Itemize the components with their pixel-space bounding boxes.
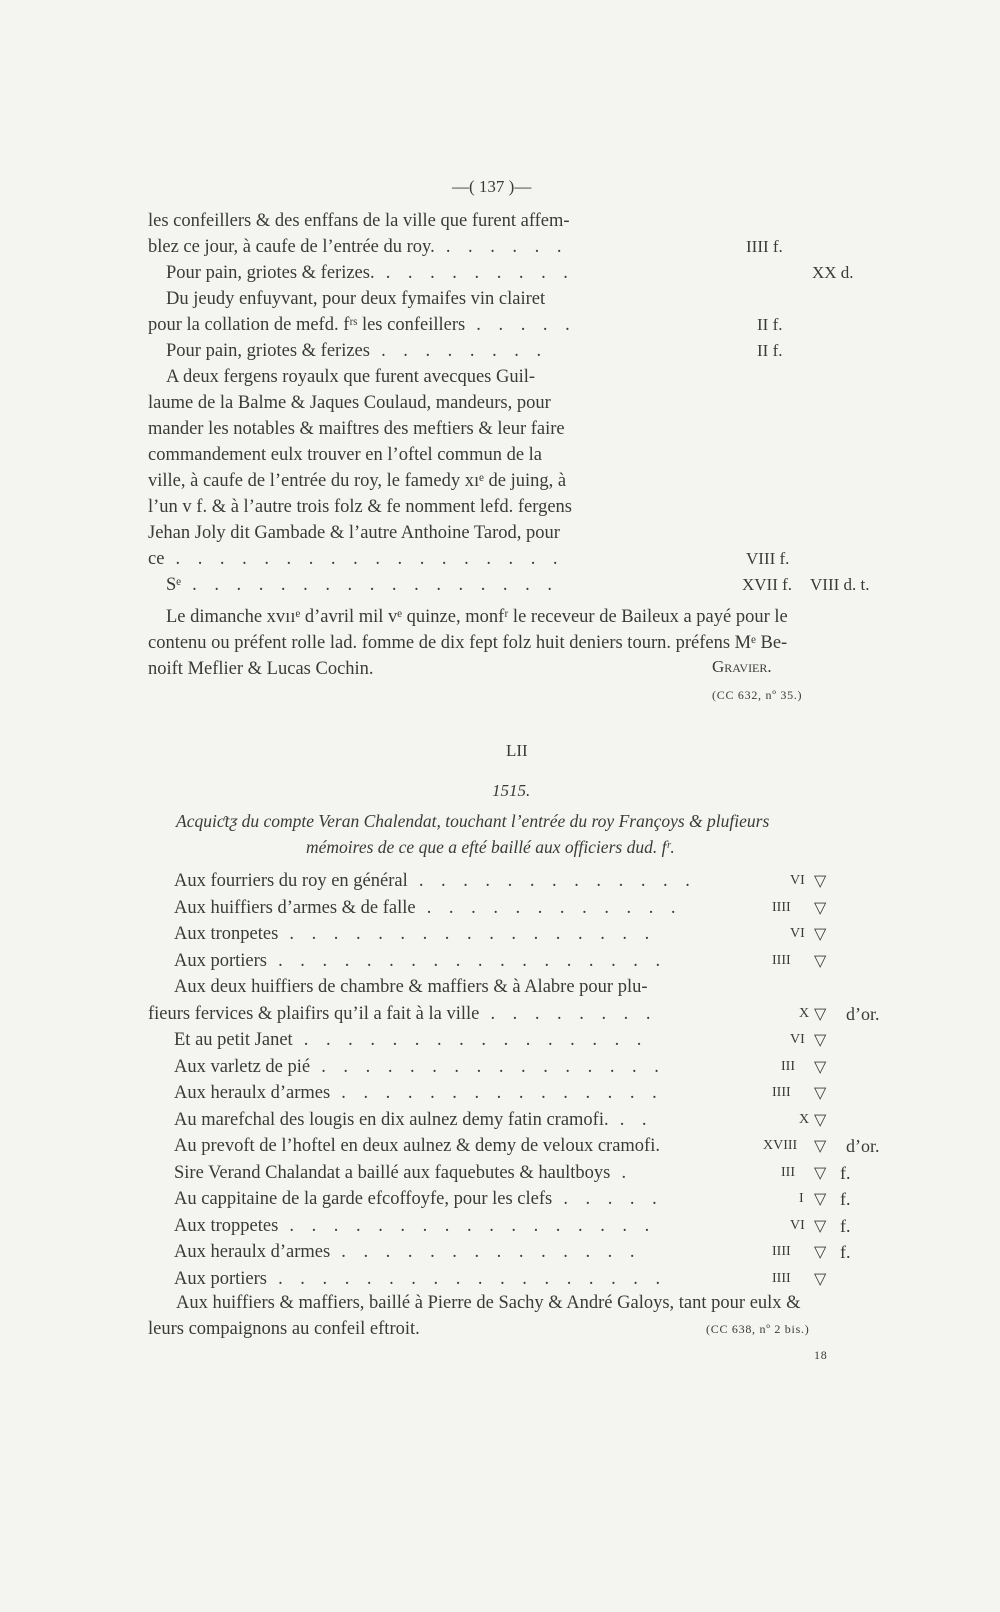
item-amount: XVIII (763, 1138, 798, 1153)
triangle-icon: ▽ (814, 924, 827, 943)
item-text (174, 1188, 663, 1210)
triangle-icon: ▽ (814, 1216, 827, 1235)
item-text (174, 1082, 663, 1104)
item-currency: f. (840, 1216, 851, 1236)
triangle-icon: ▽ (814, 951, 827, 970)
text-line: leurs compaignons au confeil eftroit. (148, 1319, 420, 1339)
triangle-icon: ▽ (814, 1083, 827, 1102)
item-text (174, 1109, 653, 1131)
leader-dots: . . . . . . . . . . . . . . . (330, 1083, 664, 1103)
receipt-line: contenu ou préfent rolle lad. fomme de dix fept folz huit deniers tourn. préfens Mᵉ Be- (148, 633, 788, 653)
item-currency: d’or. (846, 1136, 880, 1156)
archive-reference: (CC 638, nº 2 bis.) (706, 1322, 810, 1336)
item-amount: IIII (772, 1244, 791, 1259)
amount: VIII f. (746, 549, 790, 568)
triangle-icon: ▽ (814, 1004, 827, 1023)
text-line: Sᵉ . . . . . . . . . . . . . . . . . (166, 575, 559, 595)
item-label: Au cappitaine de la garde efcoffoyfe, pour les clefs (174, 1189, 553, 1209)
signature-mark: 18 (814, 1348, 828, 1362)
text-line: blez ce jour, à caufe de l’entrée du roy. . . . . . . (148, 237, 568, 257)
text-line: Pour pain, griotes & ferizes. . . . . . . . . . (166, 263, 575, 283)
item-label: Aux heraulx d’armes (174, 1242, 331, 1262)
leader-dots: . (610, 1163, 633, 1183)
leader-dots: . . . . . . . . . . . . . . . . . . (267, 951, 667, 971)
item-label: Au prevoft de l’hoftel en deux aulnez & demy de veloux cramofi. (174, 1136, 660, 1156)
text-line: Pour pain, griotes & ferizes . . . . . . . . (166, 341, 548, 361)
leader-dots: . . . . . . . . . . . . . . . . (292, 1030, 648, 1050)
item-amount: VI (790, 1218, 805, 1233)
item-text (174, 1162, 633, 1184)
item-amount: IIII (772, 953, 791, 968)
text-line: les confeillers & des enffans de la ville que furent affem- (148, 211, 570, 231)
text-line: l’un v f. & à l’autre trois folz & fe nomment lefd. fergens (148, 497, 573, 517)
item-text (174, 1056, 665, 1078)
item-text (174, 870, 696, 892)
item-label: Au marefchal des lougis en dix aulnez demy fatin cramofi. (174, 1110, 609, 1130)
text-line: commandement eulx trouver en l’oftel commun de la (148, 445, 543, 465)
leader-dots: . . . . . . . . . . . . . . . . . (278, 1216, 656, 1236)
leader-dots: . . . . . . . . . . . . . . . . (310, 1057, 666, 1077)
item-label: Aux deux huiffiers de chambre & maffiers & à Alabre pour plu- (174, 977, 648, 997)
text-line: Jehan Joly dit Gambade & l’autre Anthoine Tarod, pour (148, 523, 560, 543)
item-amount: VI (790, 1032, 805, 1047)
triangle-icon: ▽ (814, 1057, 827, 1076)
item-label: Et au petit Janet (174, 1030, 293, 1050)
leader-dots: . . . . . . . . . . . . . . . . . . (267, 1269, 667, 1289)
item-text (174, 1215, 656, 1237)
item-label: Aux portiers (174, 951, 267, 971)
leader-dots: . . . . . . . . . . . . (415, 898, 683, 918)
amount: VIII d. t. (810, 575, 870, 594)
signature: Gravier. (712, 657, 772, 676)
item-amount: X (799, 1112, 810, 1127)
item-text (174, 950, 667, 972)
leader-dots: . . . . . . . . . . . . . . (330, 1242, 641, 1262)
item-amount: VI (790, 926, 805, 941)
item-text (174, 923, 656, 945)
triangle-icon: ▽ (814, 1269, 827, 1288)
item-text (174, 1135, 660, 1157)
item-label: fieurs fervices & plaifirs qu’il a fait à la ville (148, 1004, 480, 1024)
triangle-icon: ▽ (814, 1110, 827, 1129)
text-line: pour la collation de mefd. fʳˢ les confeillers . . . . . (148, 315, 577, 335)
item-label: Aux troppetes (174, 1216, 279, 1236)
item-amount: VI (790, 873, 805, 888)
section-title: Acquiƈtƺ du compte Veran Chalendat, touchant l’entrée du roy Françoys & plufieurs (176, 811, 770, 831)
item-label: Aux varletz de pié (174, 1057, 311, 1077)
text-line: Du jeudy enfuyvant, pour deux fymaifes vin clairet (166, 289, 546, 309)
section-year: 1515. (492, 781, 531, 800)
triangle-icon: ▽ (814, 1163, 827, 1182)
leader-dots: . . . . . . . . . . . . . . . . . (278, 924, 656, 944)
receipt-line: Le dimanche xvııᵉ d’avril mil vᵉ quinze, monfʳ le receveur de Baileux a payé pour le (166, 607, 788, 627)
item-label: Aux portiers (174, 1269, 267, 1289)
item-text (174, 976, 648, 998)
amount: II f. (757, 341, 783, 360)
item-currency: f. (840, 1189, 851, 1209)
item-label: Aux huiffiers d’armes & de falle (174, 898, 416, 918)
item-text (174, 1029, 648, 1051)
triangle-icon: ▽ (814, 1030, 827, 1049)
leader-dots: . . . . . . . . (479, 1004, 657, 1024)
text-line: A deux fergens royaulx que furent avecques Guil- (166, 367, 536, 387)
triangle-icon: ▽ (814, 1136, 827, 1155)
archive-reference: (CC 632, nº 35.) (712, 688, 803, 702)
amount: IIII f. (746, 237, 783, 256)
leader-dots: . . (608, 1110, 654, 1130)
triangle-icon: ▽ (814, 1242, 827, 1261)
receipt-line: noift Meflier & Lucas Cochin. (148, 659, 374, 679)
text-line: ville, à caufe de l’entrée du roy, le famedy xıᵉ de juing, à (148, 471, 567, 491)
section-number: LII (506, 741, 528, 760)
text-line: Aux huiffiers & maffiers, baillé à Pierre de Sachy & André Galoys, tant pour eulx & (176, 1293, 801, 1313)
amount: XVII f. (742, 575, 793, 594)
triangle-icon: ▽ (814, 871, 827, 890)
leader-dots: . . . . . . . . . . . . . (407, 871, 697, 891)
item-label: Sire Verand Chalandat a baillé aux faquebutes & haultboys (174, 1163, 611, 1183)
amount: II f. (757, 315, 783, 334)
item-label: Aux heraulx d’armes (174, 1083, 331, 1103)
item-amount: III (781, 1165, 795, 1180)
page-number: —( 137 )— (452, 177, 532, 196)
text-line: mander les notables & maiftres des meftiers & leur faire (148, 419, 565, 439)
item-amount: IIII (772, 900, 791, 915)
leader-dots: . . . . . (552, 1189, 664, 1209)
item-label: Aux tronpetes (174, 924, 279, 944)
triangle-icon: ▽ (814, 898, 827, 917)
item-text (148, 1003, 657, 1025)
item-currency: f. (840, 1163, 851, 1183)
text-line: ce . . . . . . . . . . . . . . . . . . (148, 549, 565, 569)
item-currency: d’or. (846, 1004, 880, 1024)
item-currency: f. (840, 1242, 851, 1262)
text-line: laume de la Balme & Jaques Coulaud, mandeurs, pour (148, 393, 551, 413)
amount: XX d. (812, 263, 854, 282)
item-amount: IIII (772, 1085, 791, 1100)
item-text (174, 897, 682, 919)
item-label: Aux fourriers du roy en général (174, 871, 408, 891)
item-amount: X (799, 1006, 810, 1021)
item-amount: I (799, 1191, 804, 1206)
section-title: mémoires de ce que a efté baillé aux officiers dud. fʳ. (306, 837, 675, 857)
item-text (174, 1241, 641, 1263)
triangle-icon: ▽ (814, 1189, 827, 1208)
item-text (174, 1268, 667, 1290)
item-amount: IIII (772, 1271, 791, 1286)
item-amount: III (781, 1059, 795, 1074)
